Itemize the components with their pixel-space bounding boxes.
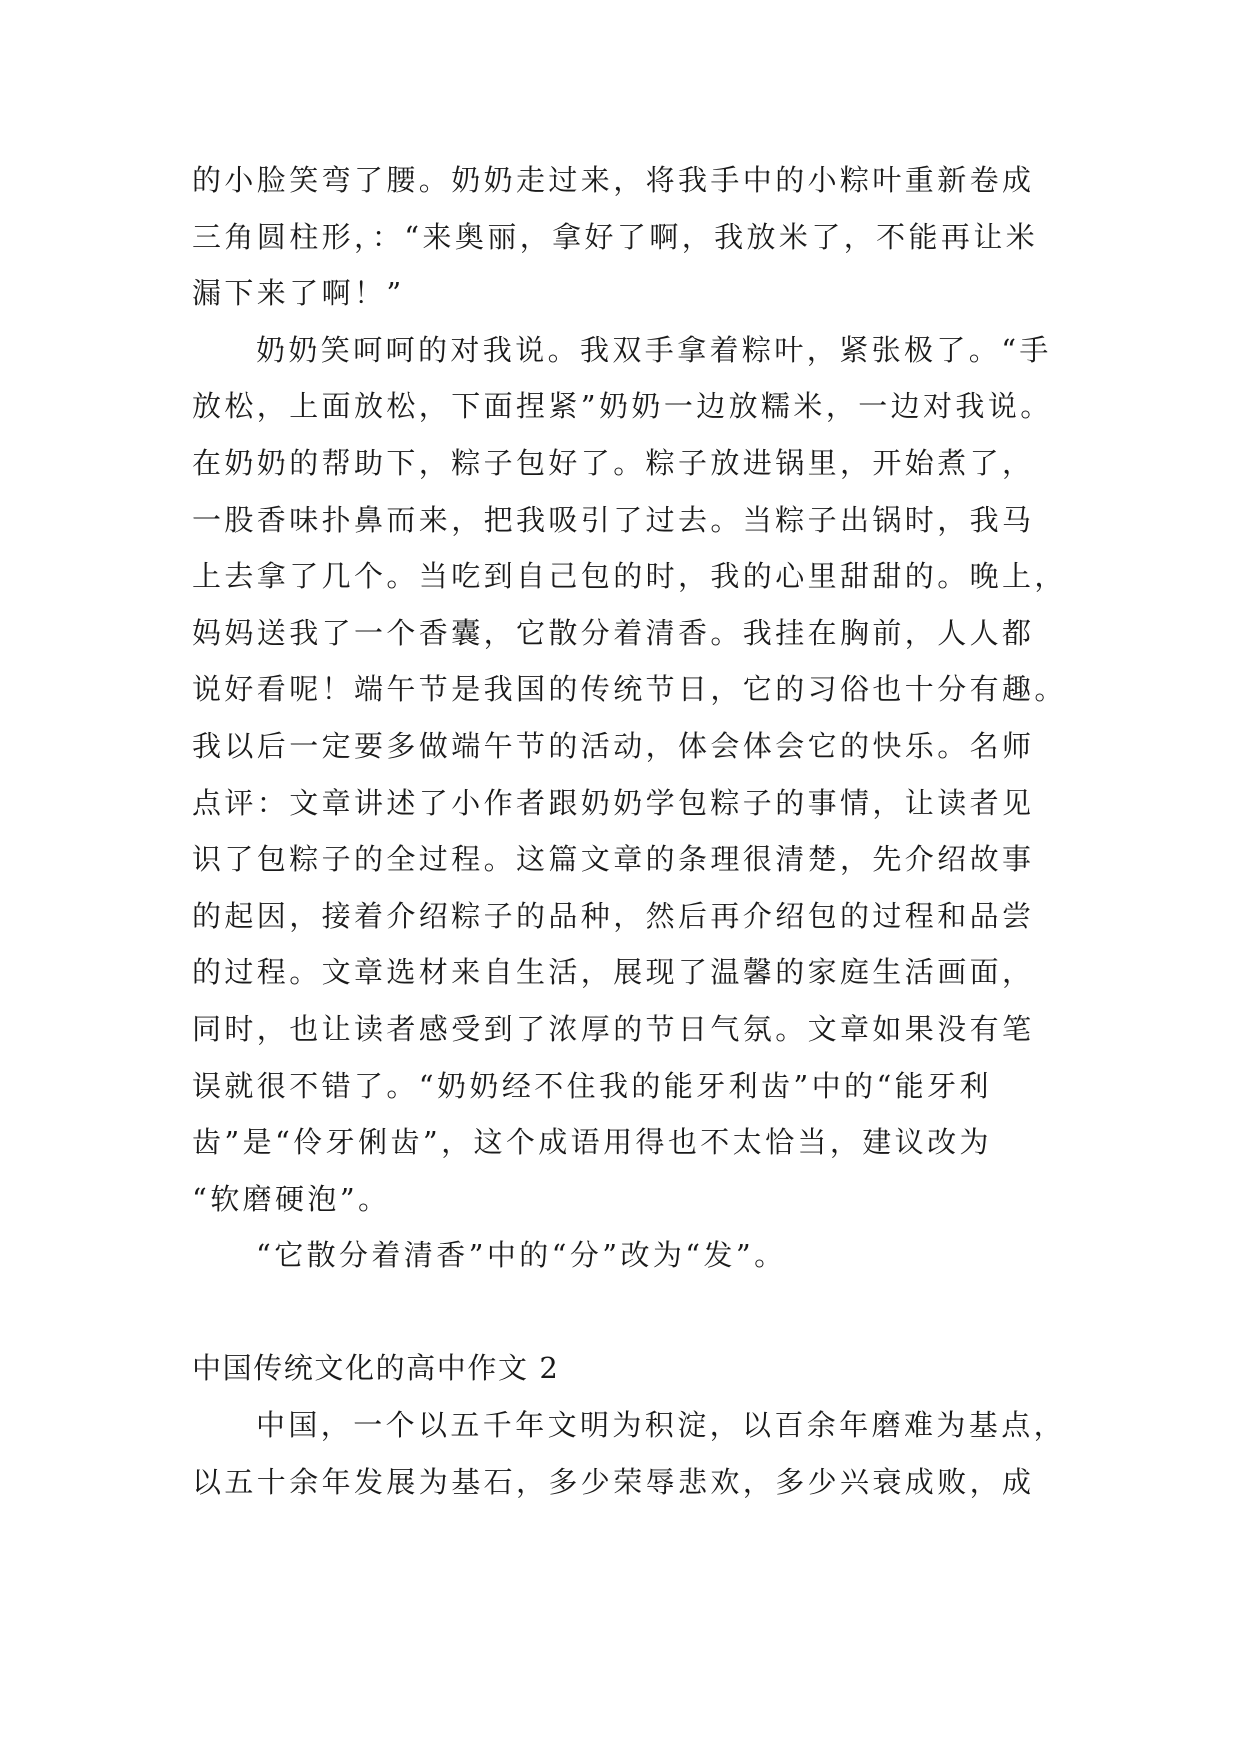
text-line: 上去拿了几个。当吃到自己包的时，我的心里甜甜的。晚上，: [192, 559, 1067, 594]
main-paragraph: [192, 322, 1067, 1228]
text-line: 同时，也让读者感受到了浓厚的节日气氛。文章如果没有笔: [192, 1011, 1035, 1046]
section-paragraph: [192, 1397, 1067, 1510]
section-heading: 中国传统文化的高中作文 2: [192, 1351, 560, 1386]
continued-paragraph: [192, 152, 1052, 322]
text-line: 一股香味扑鼻而来，把我吸引了过去。当粽子出锅时，我马: [192, 502, 1035, 537]
text-line: 点评：文章讲述了小作者跟奶奶学包粽子的事情，让读者见: [192, 785, 1035, 820]
text-line: 三角圆柱形，：“来奥丽，拿好了啊，我放米了，不能再让米: [192, 219, 1039, 254]
document-body: [192, 152, 1067, 1510]
correction-note: “它散分着清香”中的“分”改为“发”。: [256, 1238, 787, 1273]
text-line: 放松，上面放松，下面捏紧”奶奶一边放糯米，一边对我说。: [192, 389, 1053, 424]
text-line: 我以后一定要多做端午节的活动，体会体会它的快乐。名师: [192, 728, 1035, 763]
text-line: 的过程。文章选材来自生活，展现了温馨的家庭生活画面，: [192, 955, 1035, 990]
text-line: 识了包粽子的全过程。这篇文章的条理很清楚，先介绍故事: [192, 842, 1035, 877]
section-spacer: [192, 1284, 1052, 1341]
text-line: “软磨硬泡”。: [192, 1181, 391, 1216]
text-line: 的起因，接着介绍粽子的品种，然后再介绍包的过程和品尝: [192, 898, 1035, 933]
text-line: 误就很不错了。“奶奶经不住我的能牙利齿”中的“能牙利: [192, 1068, 992, 1103]
text-line: 在奶奶的帮助下，粽子包好了。粽子放进锅里，开始煮了，: [192, 445, 1035, 480]
text-line: 中国，一个以五千年文明为积淀，以百余年磨难为基点，: [256, 1408, 1067, 1443]
text-line: 齿”是“伶牙俐齿”，这个成语用得也不太恰当，建议改为: [192, 1125, 992, 1160]
text-line: 奶奶笑呵呵的对我说。我双手拿着粽叶，紧张极了。“手: [256, 332, 1052, 367]
text-line: 的小脸笑弯了腰。奶奶走过来，将我手中的小粽叶重新卷成: [192, 163, 1035, 197]
text-line: 漏下来了啊！”: [192, 276, 405, 311]
text-line: 以五十余年发展为基石，多少荣辱悲欢，多少兴衰成败，成: [192, 1464, 1035, 1499]
text-line: 说好看呢！端午节是我国的传统节日，它的习俗也十分有趣。: [192, 672, 1067, 707]
text-line: 妈妈送我了一个香囊，它散分着清香。我挂在胸前，人人都: [192, 615, 1035, 650]
